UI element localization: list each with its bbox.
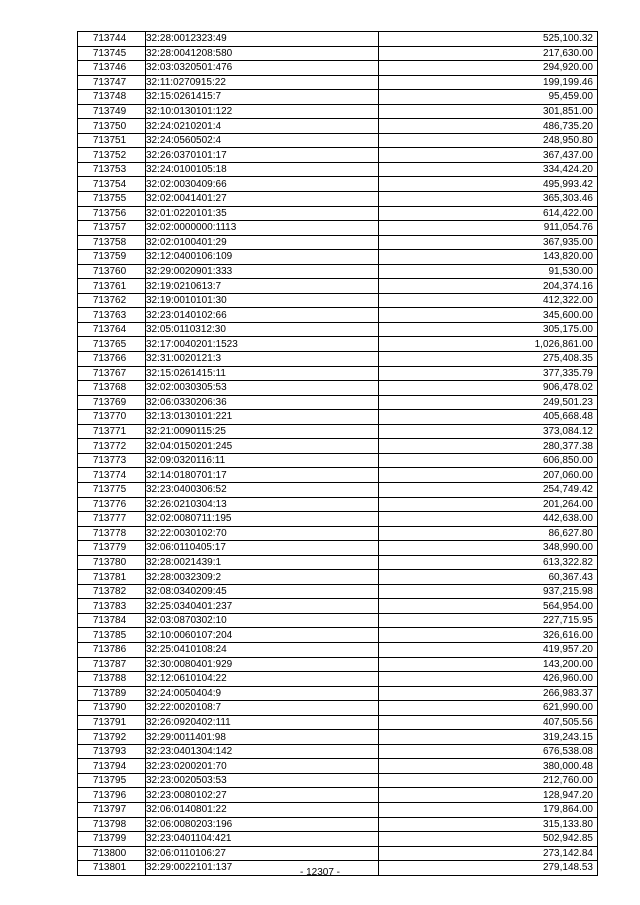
amount-cell: 86,627.80	[379, 526, 598, 541]
row-id-cell: 713748	[78, 90, 146, 105]
row-id-cell: 713760	[78, 264, 146, 279]
cadastral-number-cell: 32:21:0090115:25	[146, 424, 379, 439]
cadastral-number-cell: 32:19:0010101:30	[146, 293, 379, 308]
row-id-cell: 713761	[78, 279, 146, 294]
row-id-cell: 713750	[78, 119, 146, 134]
cadastral-number-cell: 32:23:0080102:27	[146, 788, 379, 803]
row-id-cell: 713770	[78, 410, 146, 425]
amount-cell: 280,377.38	[379, 439, 598, 454]
amount-cell: 201,264.00	[379, 497, 598, 512]
table-row	[78, 177, 598, 192]
cadastral-number-cell: 32:06:0110106:27	[146, 846, 379, 861]
cadastral-number-cell: 32:02:0030409:66	[146, 177, 379, 192]
table-row	[78, 192, 598, 207]
cadastral-number-cell: 32:22:0030102:70	[146, 526, 379, 541]
row-id-cell: 713782	[78, 584, 146, 599]
row-id-cell: 713765	[78, 337, 146, 352]
amount-cell: 143,820.00	[379, 250, 598, 265]
table-body	[78, 32, 598, 876]
table-row	[78, 773, 598, 788]
table-row	[78, 366, 598, 381]
row-id-cell: 713780	[78, 555, 146, 570]
row-id-cell: 713786	[78, 642, 146, 657]
cadastral-number-cell: 32:28:0041208:580	[146, 46, 379, 61]
amount-cell: 405,668.48	[379, 410, 598, 425]
cadastral-number-cell: 32:14:0180701:17	[146, 468, 379, 483]
table-row	[78, 832, 598, 847]
row-id-cell: 713788	[78, 672, 146, 687]
row-id-cell: 713785	[78, 628, 146, 643]
amount-cell: 367,935.00	[379, 235, 598, 250]
table-row	[78, 206, 598, 221]
table-row	[78, 453, 598, 468]
amount-cell: 212,760.00	[379, 773, 598, 788]
cadastral-number-cell: 32:24:0210201:4	[146, 119, 379, 134]
row-id-cell: 713778	[78, 526, 146, 541]
cadastral-number-cell: 32:13:0130101:221	[146, 410, 379, 425]
cadastral-number-cell: 32:23:0401104:421	[146, 832, 379, 847]
amount-cell: 315,133.80	[379, 817, 598, 832]
row-id-cell: 713795	[78, 773, 146, 788]
cadastral-number-cell: 32:23:0200201:70	[146, 759, 379, 774]
amount-cell: 254,749.42	[379, 482, 598, 497]
row-id-cell: 713771	[78, 424, 146, 439]
table-row	[78, 846, 598, 861]
row-id-cell: 713754	[78, 177, 146, 192]
row-id-cell: 713793	[78, 744, 146, 759]
row-id-cell: 713775	[78, 482, 146, 497]
amount-cell: 319,243.15	[379, 730, 598, 745]
amount-cell: 348,990.00	[379, 541, 598, 556]
row-id-cell: 713796	[78, 788, 146, 803]
amount-cell: 676,538.08	[379, 744, 598, 759]
row-id-cell: 713768	[78, 381, 146, 396]
cadastral-value-table	[77, 31, 598, 876]
cadastral-number-cell: 32:17:0040201:1523	[146, 337, 379, 352]
cadastral-number-cell: 32:04:0150201:245	[146, 439, 379, 454]
amount-cell: 613,322.82	[379, 555, 598, 570]
cadastral-number-cell: 32:22:0020108:7	[146, 701, 379, 716]
amount-cell: 334,424.20	[379, 162, 598, 177]
table-row	[78, 642, 598, 657]
amount-cell: 273,142.84	[379, 846, 598, 861]
row-id-cell: 713799	[78, 832, 146, 847]
amount-cell: 266,983.37	[379, 686, 598, 701]
amount-cell: 227,715.95	[379, 613, 598, 628]
cadastral-number-cell: 32:29:0011401:98	[146, 730, 379, 745]
amount-cell: 486,735.20	[379, 119, 598, 134]
cadastral-number-cell: 32:24:0100105:18	[146, 162, 379, 177]
table-row	[78, 32, 598, 47]
table-row	[78, 584, 598, 599]
row-id-cell: 713756	[78, 206, 146, 221]
row-id-cell: 713787	[78, 657, 146, 672]
table-row	[78, 352, 598, 367]
table-row	[78, 686, 598, 701]
table-row	[78, 308, 598, 323]
amount-cell: 525,100.32	[379, 32, 598, 47]
row-id-cell: 713777	[78, 512, 146, 527]
cadastral-number-cell: 32:15:0261415:7	[146, 90, 379, 105]
cadastral-number-cell: 32:25:0340401:237	[146, 599, 379, 614]
table-row	[78, 526, 598, 541]
cadastral-number-cell: 32:10:0060107:204	[146, 628, 379, 643]
row-id-cell: 713801	[78, 861, 146, 876]
table-row	[78, 46, 598, 61]
cadastral-number-cell: 32:15:0261415:11	[146, 366, 379, 381]
table-row	[78, 599, 598, 614]
amount-cell: 367,437.00	[379, 148, 598, 163]
row-id-cell: 713773	[78, 453, 146, 468]
cadastral-number-cell: 32:06:0140801:22	[146, 802, 379, 817]
table-row	[78, 148, 598, 163]
table-row	[78, 759, 598, 774]
cadastral-number-cell: 32:06:0080203:196	[146, 817, 379, 832]
table-row	[78, 381, 598, 396]
amount-cell: 564,954.00	[379, 599, 598, 614]
table-row	[78, 61, 598, 76]
page-number: - 12307 -	[299, 867, 341, 878]
cadastral-number-cell: 32:02:0100401:29	[146, 235, 379, 250]
table-row	[78, 512, 598, 527]
cadastral-number-cell: 32:19:0210613:7	[146, 279, 379, 294]
table-row	[78, 162, 598, 177]
row-id-cell: 713794	[78, 759, 146, 774]
cadastral-number-cell: 32:26:0370101:17	[146, 148, 379, 163]
table-row	[78, 75, 598, 90]
table-row	[78, 90, 598, 105]
table-row	[78, 744, 598, 759]
cadastral-number-cell: 32:12:0400106:109	[146, 250, 379, 265]
row-id-cell: 713772	[78, 439, 146, 454]
amount-cell: 279,148.53	[379, 861, 598, 876]
row-id-cell: 713753	[78, 162, 146, 177]
row-id-cell: 713763	[78, 308, 146, 323]
amount-cell: 407,505.56	[379, 715, 598, 730]
table-row	[78, 657, 598, 672]
row-id-cell: 713776	[78, 497, 146, 512]
amount-cell: 326,616.00	[379, 628, 598, 643]
amount-cell: 937,215.98	[379, 584, 598, 599]
amount-cell: 204,374.16	[379, 279, 598, 294]
amount-cell: 143,200.00	[379, 657, 598, 672]
row-id-cell: 713790	[78, 701, 146, 716]
cadastral-number-cell: 32:31:0020121:3	[146, 352, 379, 367]
table-row	[78, 395, 598, 410]
cadastral-number-cell: 32:23:0400306:52	[146, 482, 379, 497]
cadastral-number-cell: 32:23:0140102:66	[146, 308, 379, 323]
amount-cell: 294,920.00	[379, 61, 598, 76]
cadastral-number-cell: 32:03:0870302:10	[146, 613, 379, 628]
row-id-cell: 713791	[78, 715, 146, 730]
row-id-cell: 713767	[78, 366, 146, 381]
row-id-cell: 713783	[78, 599, 146, 614]
table-row	[78, 802, 598, 817]
amount-cell: 199,199.46	[379, 75, 598, 90]
cadastral-number-cell: 32:11:0270915:22	[146, 75, 379, 90]
amount-cell: 495,993.42	[379, 177, 598, 192]
cadastral-number-cell: 32:02:0041401:27	[146, 192, 379, 207]
amount-cell: 365,303.46	[379, 192, 598, 207]
cadastral-number-cell: 32:02:0030305:53	[146, 381, 379, 396]
amount-cell: 305,175.00	[379, 322, 598, 337]
table-row	[78, 250, 598, 265]
amount-cell: 377,335.79	[379, 366, 598, 381]
row-id-cell: 713798	[78, 817, 146, 832]
cadastral-number-cell: 32:06:0110405:17	[146, 541, 379, 556]
amount-cell: 249,501.23	[379, 395, 598, 410]
table-row	[78, 672, 598, 687]
amount-cell: 128,947.20	[379, 788, 598, 803]
row-id-cell: 713744	[78, 32, 146, 47]
row-id-cell: 713800	[78, 846, 146, 861]
cadastral-number-cell: 32:23:0401304:142	[146, 744, 379, 759]
table-row	[78, 555, 598, 570]
table-row	[78, 701, 598, 716]
table-row	[78, 468, 598, 483]
table-row	[78, 482, 598, 497]
row-id-cell: 713752	[78, 148, 146, 163]
table-row	[78, 424, 598, 439]
cadastral-number-cell: 32:26:0210304:13	[146, 497, 379, 512]
row-id-cell: 713769	[78, 395, 146, 410]
table-row	[78, 613, 598, 628]
row-id-cell: 713764	[78, 322, 146, 337]
amount-cell: 179,864.00	[379, 802, 598, 817]
cadastral-number-cell: 32:02:0080711:195	[146, 512, 379, 527]
cadastral-number-cell: 32:09:0320116:11	[146, 453, 379, 468]
cadastral-number-cell: 32:29:0020901:333	[146, 264, 379, 279]
row-id-cell: 713784	[78, 613, 146, 628]
amount-cell: 502,942.85	[379, 832, 598, 847]
amount-cell: 380,000.48	[379, 759, 598, 774]
row-id-cell: 713792	[78, 730, 146, 745]
amount-cell: 373,084.12	[379, 424, 598, 439]
amount-cell: 301,851.00	[379, 104, 598, 119]
table-row	[78, 570, 598, 585]
amount-cell: 95,459.00	[379, 90, 598, 105]
amount-cell: 621,990.00	[379, 701, 598, 716]
amount-cell: 911,054.76	[379, 221, 598, 236]
row-id-cell: 713746	[78, 61, 146, 76]
cadastral-number-cell: 32:10:0130101:122	[146, 104, 379, 119]
cadastral-number-cell: 32:01:0220101:35	[146, 206, 379, 221]
amount-cell: 345,600.00	[379, 308, 598, 323]
row-id-cell: 713745	[78, 46, 146, 61]
row-id-cell: 713757	[78, 221, 146, 236]
row-id-cell: 713797	[78, 802, 146, 817]
row-id-cell: 713766	[78, 352, 146, 367]
amount-cell: 91,530.00	[379, 264, 598, 279]
table-row	[78, 279, 598, 294]
amount-cell: 1,026,861.00	[379, 337, 598, 352]
amount-cell: 419,957.20	[379, 642, 598, 657]
cadastral-number-cell: 32:28:0021439:1	[146, 555, 379, 570]
table-row	[78, 221, 598, 236]
table-row	[78, 788, 598, 803]
row-id-cell: 713749	[78, 104, 146, 119]
cadastral-number-cell: 32:03:0320501:476	[146, 61, 379, 76]
table-row	[78, 322, 598, 337]
amount-cell: 614,422.00	[379, 206, 598, 221]
cadastral-number-cell: 32:08:0340209:45	[146, 584, 379, 599]
row-id-cell: 713789	[78, 686, 146, 701]
row-id-cell: 713762	[78, 293, 146, 308]
amount-cell: 412,322.00	[379, 293, 598, 308]
table-row	[78, 730, 598, 745]
amount-cell: 248,950.80	[379, 133, 598, 148]
table-row	[78, 337, 598, 352]
cadastral-number-cell: 32:24:0560502:4	[146, 133, 379, 148]
table-row	[78, 628, 598, 643]
row-id-cell: 713755	[78, 192, 146, 207]
table-row	[78, 410, 598, 425]
amount-cell: 426,960.00	[379, 672, 598, 687]
table-row	[78, 235, 598, 250]
row-id-cell: 713751	[78, 133, 146, 148]
amount-cell: 606,850.00	[379, 453, 598, 468]
row-id-cell: 713774	[78, 468, 146, 483]
table-row	[78, 439, 598, 454]
cadastral-number-cell: 32:30:0080401:929	[146, 657, 379, 672]
amount-cell: 275,408.35	[379, 352, 598, 367]
amount-cell: 207,060.00	[379, 468, 598, 483]
cadastral-number-cell: 32:06:0330206:36	[146, 395, 379, 410]
cadastral-number-cell: 32:28:0032309:2	[146, 570, 379, 585]
cadastral-number-cell: 32:12:0610104:22	[146, 672, 379, 687]
cadastral-number-cell: 32:29:0022101:137	[146, 861, 379, 876]
amount-cell: 442,638.00	[379, 512, 598, 527]
row-id-cell: 713758	[78, 235, 146, 250]
table-row	[78, 104, 598, 119]
table-row	[78, 119, 598, 134]
row-id-cell: 713781	[78, 570, 146, 585]
table-row	[78, 264, 598, 279]
table-row	[78, 133, 598, 148]
row-id-cell: 713779	[78, 541, 146, 556]
row-id-cell: 713747	[78, 75, 146, 90]
cadastral-number-cell: 32:25:0410108:24	[146, 642, 379, 657]
table-row	[78, 715, 598, 730]
cadastral-number-cell: 32:24:0050404:9	[146, 686, 379, 701]
amount-cell: 60,367.43	[379, 570, 598, 585]
table-row	[78, 293, 598, 308]
table-row	[78, 497, 598, 512]
cadastral-number-cell: 32:05:0110312:30	[146, 322, 379, 337]
cadastral-number-cell: 32:26:0920402:111	[146, 715, 379, 730]
amount-cell: 906,478.02	[379, 381, 598, 396]
cadastral-number-cell: 32:02:0000000:1113	[146, 221, 379, 236]
row-id-cell: 713759	[78, 250, 146, 265]
cadastral-number-cell: 32:23:0020503:53	[146, 773, 379, 788]
table-row	[78, 817, 598, 832]
amount-cell: 217,630.00	[379, 46, 598, 61]
cadastral-number-cell: 32:28:0012323:49	[146, 32, 379, 47]
table-row	[78, 541, 598, 556]
